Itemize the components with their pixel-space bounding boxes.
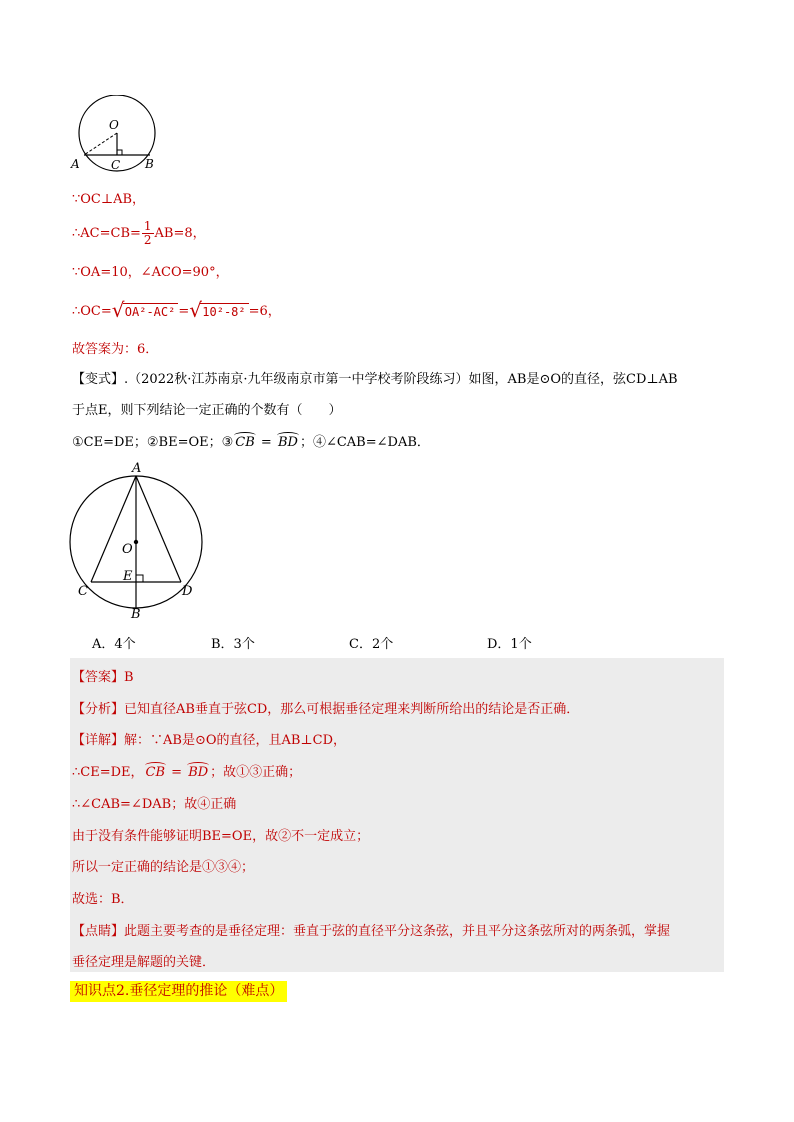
- label-A2: A: [132, 461, 142, 476]
- detail-line-5: 所以一定正确的结论是①③④；: [72, 860, 255, 875]
- problem-statements: ①CE=DE；②BE=OE；③ CB = BD ；④∠CAB=∠DAB．: [72, 435, 430, 450]
- label-O: O: [109, 118, 119, 132]
- analysis-line: 【分析】已知直径AB垂直于弦CD，那么可根据垂径定理来判断所给出的结论是否正确．: [72, 702, 580, 717]
- comment-line-2: 垂径定理是解题的关键．: [72, 955, 216, 970]
- label-A: A: [71, 157, 80, 171]
- label-O2: O: [122, 542, 133, 557]
- problem-source: .（2022秋·江苏南京·九年级南京市第一中学校考阶段练习）: [124, 372, 469, 387]
- problem-line-2: 于点E，则下列结论一定正确的个数有（ ）: [72, 403, 342, 418]
- solution-line-1: ∵OC⊥AB，: [72, 192, 146, 207]
- label-C: C: [111, 158, 121, 172]
- detail-line-1: 【详解】解：∵AB是⊙O的直径，且AB⊥CD，: [72, 733, 347, 748]
- circle-diagram-2: [66, 460, 216, 620]
- label-C2: C: [78, 584, 88, 599]
- solution-line-2: ∴AC=CB= $\frac{1}{2}$ AB=8，: [72, 219, 206, 247]
- label-E2: E: [123, 569, 133, 584]
- detail-line-3: ∴∠CAB=∠DAB；故④正确: [72, 797, 237, 812]
- knowledge-point-heading: 知识点2.垂径定理的推论（难点）: [70, 981, 287, 1002]
- problem-line-1: [72, 368, 678, 387]
- option-c: C．2个: [349, 637, 394, 652]
- detail-line-2: ∴CE=DE， CB = BD ；故①③正确；: [72, 765, 302, 780]
- solution-line-3: ∵OA=10，∠ACO=90°，: [72, 265, 229, 280]
- comment-line-1: 【点睛】此题主要考查的是垂径定理：垂直于弦的直径平分这条弦，并且平分这条弦所对的两条弧，掌握: [72, 924, 671, 939]
- circle-diagram-1: [66, 95, 166, 177]
- detail-line-6: 故选：B．: [72, 892, 134, 907]
- answer-line: 【答案】B: [72, 670, 134, 685]
- sqrt-1: √ OA²-AC²: [112, 303, 179, 320]
- label-B2: B: [131, 607, 141, 620]
- detail-line-4: 由于没有条件能够证明BE=OE，故②不一定成立；: [72, 829, 370, 844]
- fraction-half: $\frac{1}{2}$: [143, 219, 152, 247]
- label-D2: D: [182, 584, 193, 599]
- option-d: D．1个: [487, 637, 532, 652]
- problem-tag: 【变式】: [72, 372, 125, 387]
- sqrt-2: √ 10²-8²: [189, 303, 248, 320]
- option-b: B．3个: [211, 637, 255, 652]
- option-a: A．4个: [92, 637, 136, 652]
- problem-text-1: 如图，AB是⊙O的直径，弦CD⊥AB: [468, 372, 678, 387]
- solution-line-4: ∴OC= √ OA²-AC² = √ 10²-8² =6，: [72, 298, 281, 322]
- label-B: B: [145, 157, 154, 171]
- solution-line-5: 故答案为：6．: [72, 342, 159, 357]
